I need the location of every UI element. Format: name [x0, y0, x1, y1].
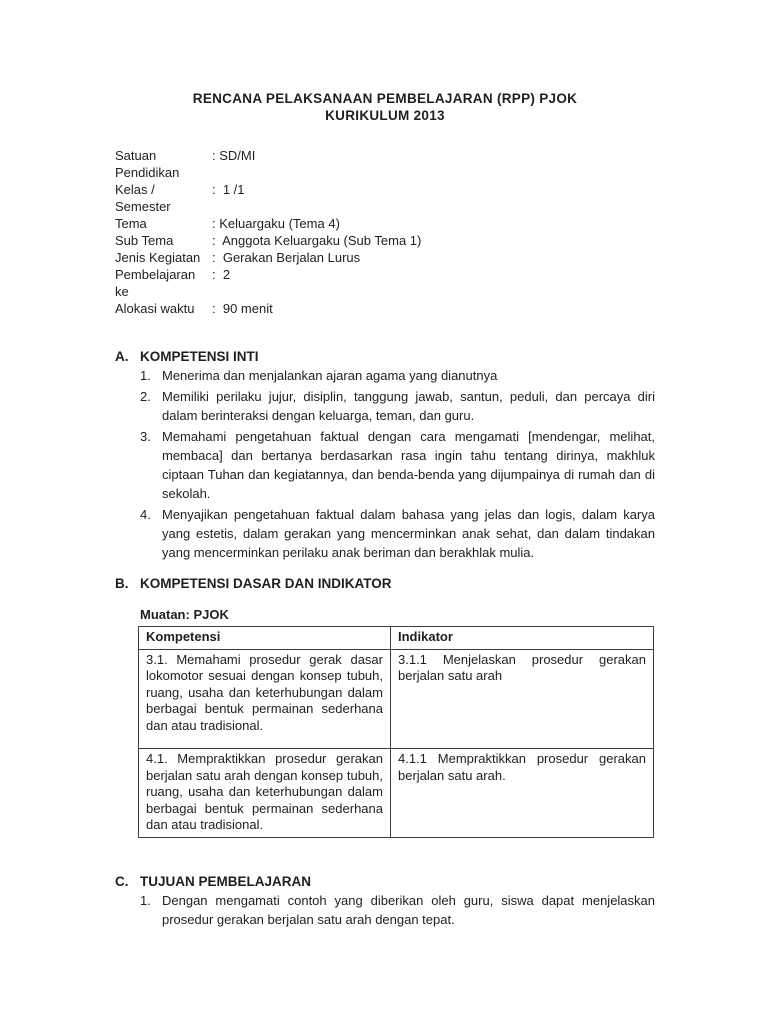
metadata-label: Jenis Kegiatan — [115, 250, 201, 265]
metadata-row — [115, 147, 655, 181]
section-heading-label: TUJUAN PEMBELAJARAN — [140, 873, 312, 889]
metadata-row — [115, 232, 655, 249]
section-heading — [115, 872, 655, 891]
section-kompetensi-inti — [115, 347, 655, 562]
metadata-label: Sub Tema — [115, 233, 174, 248]
section-heading-label: KOMPETENSI INTI — [140, 349, 259, 364]
list-item — [115, 427, 655, 503]
list-item — [115, 387, 655, 425]
list-item — [115, 505, 655, 562]
list-item — [115, 366, 655, 385]
item-number: 2. — [140, 389, 151, 404]
numbered-list — [115, 891, 655, 929]
section-letter: A. — [115, 349, 129, 364]
document-subtitle: KURIKULUM 2013 — [325, 108, 445, 123]
table-header-row — [139, 627, 654, 650]
metadata-row — [115, 300, 655, 317]
document-title-block — [115, 90, 655, 124]
document-title: RENCANA PELAKSANAAN PEMBELAJARAN (RPP) PJOK — [192, 91, 578, 106]
metadata-row — [115, 266, 655, 300]
table-row — [139, 749, 654, 838]
item-text: Menerima dan menjalankan ajaran agama yang dianutnya — [162, 368, 498, 383]
item-number: 3. — [140, 429, 151, 444]
item-number: 1. — [140, 368, 151, 383]
table-header-kompetensi: Kompetensi — [139, 627, 391, 650]
section-letter: B. — [115, 576, 129, 591]
metadata-value: : 2 — [212, 267, 231, 282]
section-kompetensi-dasar-indikator — [115, 574, 655, 838]
kompetensi-cell: 4.1. Mempraktikkan prosedur gerakan berjalan satu arah dengan konsep tubuh, ruang, usaha dan keterhubungan dalam berbagai bentuk permainan sederhana dan atau tradisional. — [139, 749, 391, 838]
section-heading — [115, 574, 655, 593]
metadata-row — [115, 249, 655, 266]
item-text: Memahami pengetahuan faktual dengan cara mengamati [mendengar, melihat, membaca] dan bertanya berdasarkan rasa ingin tahu tentang dirinya, makhluk ciptaan Tuhan dan kegiatannya, dan benda-benda yang dijumpainya di rumah dan di sekolah. — [162, 429, 655, 501]
item-text: Dengan mengamati contoh yang diberikan oleh guru, siswa dapat menjelaskan prosedur gerakan berjalan satu arah dengan tepat. — [162, 892, 655, 927]
section-letter: C. — [115, 873, 129, 889]
indikator-cell: 3.1.1 Menjelaskan prosedur gerakan berjalan satu arah — [391, 649, 654, 749]
metadata-row — [115, 215, 655, 232]
metadata-label: Pembelajaran ke — [115, 267, 196, 299]
list-item — [115, 891, 655, 929]
section-heading — [115, 347, 655, 366]
kompetensi-cell: 3.1. Memahami prosedur gerak dasar lokomotor sesuai dengan konsep tubuh, ruang, usaha dan keterhubungan dalam berbagai bentuk permainan sederhana dan atau tradisional. — [139, 649, 391, 749]
metadata-value: : Anggota Keluargaku (Sub Tema 1) — [212, 233, 422, 248]
metadata-value: : Keluargaku (Tema 4) — [212, 216, 340, 231]
item-text: Menyajikan pengetahuan faktual dalam bahasa yang jelas dan logis, dalam karya yang estetis, dalam gerakan yang mencerminkan anak sehat, dan dalam tindakan yang mencerminkan perilaku anak beriman dan berakhlak mulia. — [162, 507, 655, 560]
metadata-label: Satuan Pendidikan — [115, 148, 180, 180]
section-heading-label: KOMPETENSI DASAR DAN INDIKATOR — [140, 576, 392, 591]
metadata-label: Kelas / Semester — [115, 182, 171, 214]
muatan-label: Muatan: PJOK — [140, 607, 229, 622]
numbered-list — [115, 366, 655, 562]
metadata-row — [115, 181, 655, 215]
metadata-block — [115, 147, 655, 317]
metadata-value: : 1 /1 — [212, 182, 245, 197]
metadata-value: : 90 menit — [212, 301, 273, 316]
kompetensi-indikator-table — [138, 626, 654, 838]
section-tujuan-pembelajaran — [115, 872, 655, 929]
item-text: Memiliki perilaku jujur, disiplin, tanggung jawab, santun, peduli, dan percaya diri dalam berinteraksi dengan keluarga, teman, dan guru. — [162, 389, 655, 423]
table-row — [139, 649, 654, 749]
indikator-cell: 4.1.1 Mempraktikkan prosedur gerakan berjalan satu arah. — [391, 749, 654, 838]
table-header-indikator: Indikator — [391, 627, 654, 650]
item-number: 4. — [140, 507, 151, 522]
metadata-label: Alokasi waktu — [115, 301, 195, 316]
metadata-label: Tema — [115, 216, 147, 231]
metadata-value: : Gerakan Berjalan Lurus — [212, 250, 361, 265]
item-number: 1. — [140, 892, 151, 908]
metadata-value: : SD/MI — [212, 148, 256, 163]
